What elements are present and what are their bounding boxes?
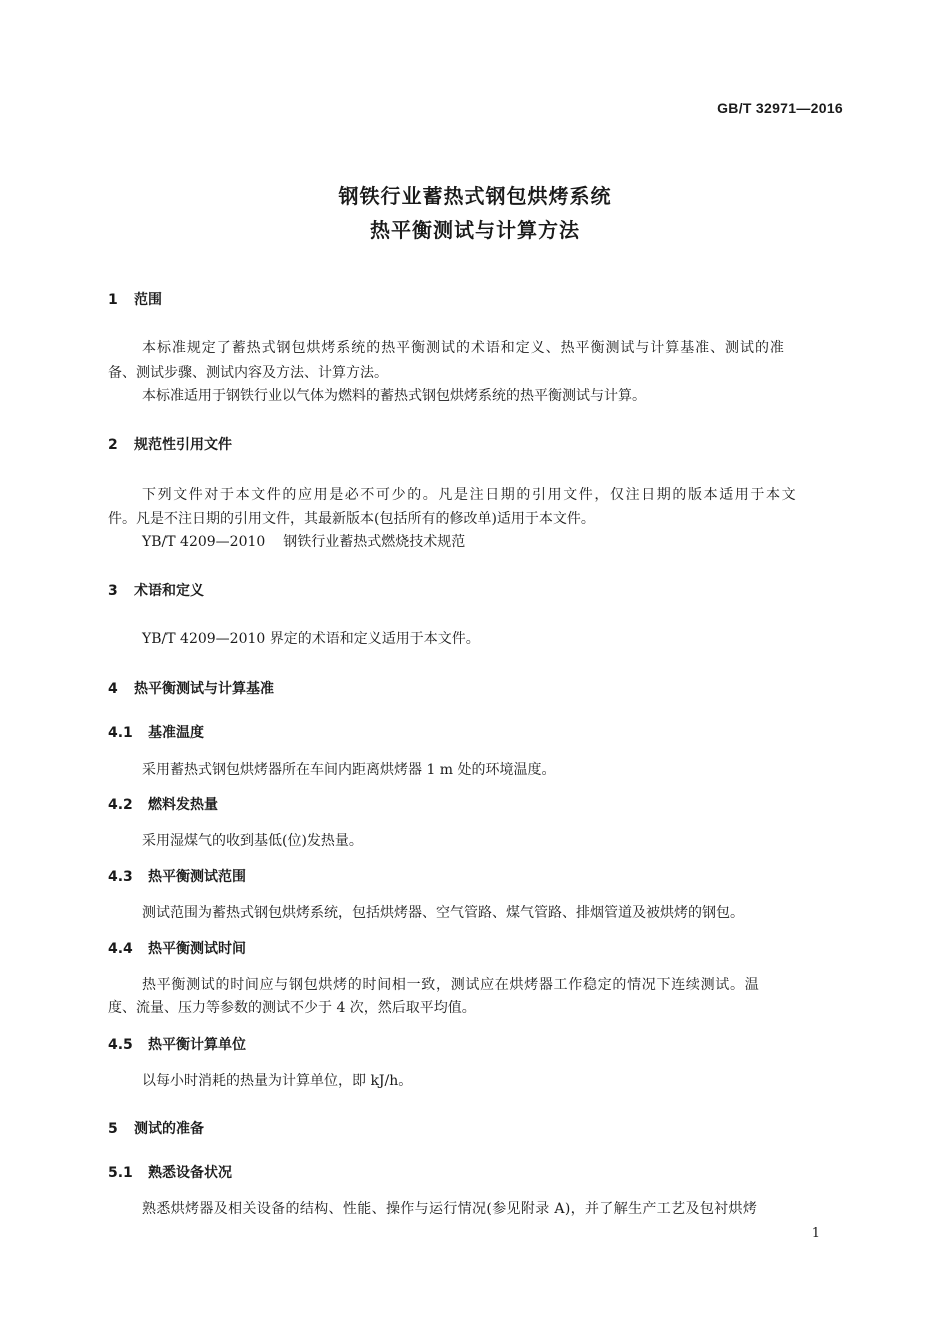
paragraph: 备、测试步骤、测试内容及方法、计算方法。 bbox=[108, 365, 388, 381]
subsection-4-4-heading bbox=[108, 938, 246, 958]
subsection-5-1-heading bbox=[108, 1162, 232, 1182]
subsection-number: 4.2 bbox=[108, 797, 133, 813]
section-number: 3 bbox=[108, 583, 118, 599]
section-3-heading bbox=[108, 580, 204, 600]
subsection-number: 5.1 bbox=[108, 1165, 133, 1181]
section-1-heading bbox=[108, 289, 162, 309]
reference-code: YB/T 4209—2010 bbox=[142, 534, 266, 550]
subsection-title: 热平衡计算单位 bbox=[148, 1037, 246, 1053]
document-title-line2: 热平衡测试与计算方法 bbox=[370, 218, 580, 242]
section-title: 热平衡测试与计算基准 bbox=[134, 681, 274, 697]
standard-number: GB/T 32971—2016 bbox=[717, 100, 843, 116]
section-title: 术语和定义 bbox=[134, 583, 204, 599]
section-2-heading bbox=[108, 434, 232, 454]
subsection-number: 4.1 bbox=[108, 725, 133, 741]
paragraph: 下列文件对于本文件的应用是必不可少的。凡是注日期的引用文件，仅注日期的版本适用于本文 bbox=[142, 487, 798, 503]
subsection-title: 熟悉设备状况 bbox=[148, 1165, 232, 1181]
section-number: 1 bbox=[108, 292, 118, 308]
paragraph: 测试范围为蓄热式钢包烘烤系统，包括烘烤器、空气管路、煤气管路、排烟管道及被烘烤的钢包。 bbox=[142, 905, 744, 921]
paragraph: 熟悉烘烤器及相关设备的结构、性能、操作与运行情况(参见附录 A)，并了解生产工艺及包衬烘烤 bbox=[142, 1201, 758, 1217]
section-title: 范围 bbox=[134, 292, 162, 308]
document-title-line1: 钢铁行业蓄热式钢包烘烤系统 bbox=[338, 184, 612, 208]
subsection-title: 基准温度 bbox=[148, 725, 204, 741]
section-number: 4 bbox=[108, 681, 118, 697]
section-number: 2 bbox=[108, 437, 118, 453]
paragraph: YB/T 4209—2010 界定的术语和定义适用于本文件。 bbox=[142, 631, 480, 647]
paragraph: 以每小时消耗的热量为计算单位，即 kJ/h。 bbox=[142, 1073, 413, 1089]
section-4-heading bbox=[108, 678, 274, 698]
subsection-4-5-heading bbox=[108, 1034, 246, 1054]
paragraph: 热平衡测试的时间应与钢包烘烤的时间相一致，测试应在烘烤器工作稳定的情况下连续测试。温 bbox=[142, 977, 760, 993]
subsection-number: 4.3 bbox=[108, 869, 133, 885]
normative-reference bbox=[142, 531, 465, 551]
subsection-title: 热平衡测试时间 bbox=[148, 941, 246, 957]
subsection-4-1-heading bbox=[108, 722, 204, 742]
subsection-number: 4.4 bbox=[108, 941, 133, 957]
subsection-4-2-heading bbox=[108, 794, 218, 814]
subsection-4-3-heading bbox=[108, 866, 246, 886]
paragraph: 度、流量、压力等参数的测试不少于 4 次，然后取平均值。 bbox=[108, 1000, 476, 1016]
section-number: 5 bbox=[108, 1121, 118, 1137]
subsection-title: 热平衡测试范围 bbox=[148, 869, 246, 885]
section-5-heading bbox=[108, 1118, 204, 1138]
page-number: 1 bbox=[811, 1226, 820, 1241]
paragraph: 采用湿煤气的收到基低(位)发热量。 bbox=[142, 833, 363, 849]
paragraph: 本标准适用于钢铁行业以气体为燃料的蓄热式钢包烘烤系统的热平衡测试与计算。 bbox=[142, 388, 646, 404]
subsection-title: 燃料发热量 bbox=[148, 797, 218, 813]
paragraph: 采用蓄热式钢包烘烤器所在车间内距离烘烤器 1 m 处的环境温度。 bbox=[142, 762, 556, 778]
reference-title: 钢铁行业蓄热式燃烧技术规范 bbox=[283, 534, 466, 550]
section-title: 规范性引用文件 bbox=[134, 437, 232, 453]
section-title: 测试的准备 bbox=[134, 1121, 204, 1137]
paragraph: 件。凡是不注日期的引用文件，其最新版本(包括所有的修改单)适用于本文件。 bbox=[108, 511, 595, 527]
paragraph: 本标准规定了蓄热式钢包烘烤系统的热平衡测试的术语和定义、热平衡测试与计算基准、测试的准 bbox=[142, 340, 785, 356]
subsection-number: 4.5 bbox=[108, 1037, 133, 1053]
